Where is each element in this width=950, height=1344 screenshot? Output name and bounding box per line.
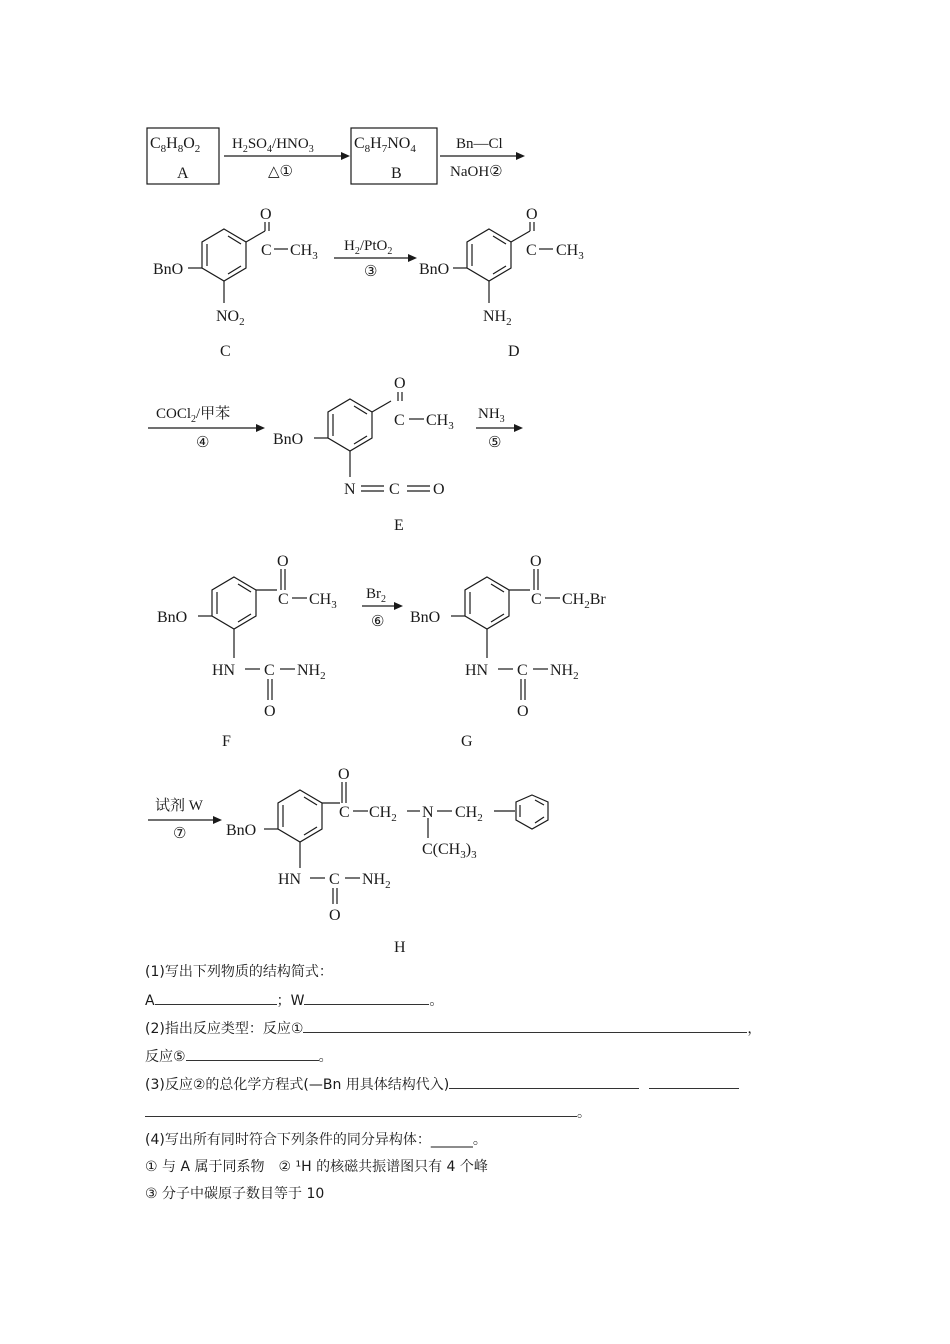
condition-3: ③ 分子中碳原子数目等于 10 bbox=[145, 1186, 325, 1202]
q1-w-label: ；W bbox=[276, 993, 305, 1009]
group-bno: BnO bbox=[273, 431, 304, 448]
answer-blank-a[interactable] bbox=[155, 990, 277, 1005]
answer-blank-reaction-1[interactable] bbox=[303, 1018, 747, 1033]
atom-o: O bbox=[260, 206, 272, 223]
group-bno: BnO bbox=[157, 609, 188, 626]
step5-reagent: $NH_3$ bbox=[478, 406, 505, 425]
step4-condition: ④ bbox=[196, 435, 210, 451]
atom-o: O bbox=[329, 907, 341, 924]
atom-c: C bbox=[339, 804, 350, 821]
group-ch3: $CH_3$ bbox=[426, 412, 454, 432]
step1-reagent: $H_2SO_4/HNO_3$ bbox=[232, 136, 314, 155]
question-3 bbox=[145, 1074, 739, 1095]
label-b: B bbox=[391, 165, 402, 182]
step2-condition: NaOH② bbox=[450, 164, 503, 180]
answer-blank-equation-3[interactable] bbox=[145, 1102, 577, 1117]
question-2 bbox=[145, 1018, 761, 1039]
q2-text: (2)指出反应类型：反应① bbox=[145, 1021, 304, 1037]
label-e: E bbox=[394, 517, 404, 534]
group-bno: BnO bbox=[410, 609, 441, 626]
atom-c: C bbox=[517, 662, 528, 679]
step6-condition: ⑥ bbox=[371, 614, 385, 630]
group-ch2br: $CH_2Br$ bbox=[562, 591, 606, 611]
atom-o: O bbox=[338, 766, 350, 783]
group-ch2: $CH_2$ bbox=[369, 804, 397, 824]
answer-blank-equation-2[interactable] bbox=[649, 1074, 739, 1089]
atom-o: O bbox=[277, 553, 289, 570]
atom-n: N bbox=[422, 804, 434, 821]
atom-o: O bbox=[433, 481, 445, 498]
group-nh2: $NH_2$ bbox=[550, 662, 579, 682]
group-ch2: $CH_2$ bbox=[455, 804, 483, 824]
atom-c: C bbox=[261, 242, 272, 259]
condition-1-2: ① 与 A 属于同系物 ② ¹H 的核磁共振谱图只有 4 个峰 bbox=[145, 1159, 488, 1175]
question-4: (4)写出所有同时符合下列条件的同分异构体：______。 bbox=[145, 1132, 487, 1148]
atom-o: O bbox=[394, 375, 406, 392]
step4-reagent: COCl$_2$/甲苯 bbox=[156, 406, 231, 425]
atom-c: C bbox=[278, 591, 289, 608]
label-d: D bbox=[508, 343, 520, 360]
answer-blank-equation-1[interactable] bbox=[449, 1074, 639, 1089]
group-ch3: $CH_3$ bbox=[309, 591, 337, 611]
label-f: F bbox=[222, 733, 231, 750]
atom-o: O bbox=[264, 703, 276, 720]
atom-c: C bbox=[329, 871, 340, 888]
q3-end: 。 bbox=[577, 1105, 591, 1121]
group-bno: BnO bbox=[419, 261, 450, 278]
step3-condition: ③ bbox=[364, 264, 378, 280]
group-ch3: $CH_3$ bbox=[290, 242, 318, 262]
group-hn: HN bbox=[212, 662, 236, 679]
group-hn: HN bbox=[278, 871, 302, 888]
q2b-end: 。 bbox=[318, 1049, 333, 1065]
molecule-d bbox=[453, 222, 553, 303]
q1-a-label: A bbox=[145, 993, 155, 1009]
group-hn: HN bbox=[465, 662, 489, 679]
molecule-c bbox=[188, 222, 288, 303]
q2-end: ， bbox=[747, 1021, 762, 1037]
label-c: C bbox=[220, 343, 231, 360]
molecule-e bbox=[314, 392, 430, 491]
molecule-g bbox=[451, 569, 560, 700]
q2b-text: 反应⑤ bbox=[145, 1049, 186, 1065]
answer-blank-w[interactable] bbox=[304, 990, 429, 1005]
label-g: G bbox=[461, 733, 473, 750]
atom-n: N bbox=[344, 481, 356, 498]
atom-o: O bbox=[530, 553, 542, 570]
label-h: H bbox=[394, 939, 406, 956]
group-nh2: $NH_2$ bbox=[483, 308, 512, 328]
atom-c: C bbox=[526, 242, 537, 259]
group-nh2: $NH_2$ bbox=[297, 662, 326, 682]
atom-c: C bbox=[264, 662, 275, 679]
molecule-h bbox=[264, 782, 548, 904]
molecule-f bbox=[198, 569, 307, 700]
question-1: (1)写出下列物质的结构简式： bbox=[145, 964, 333, 980]
atom-o: O bbox=[517, 703, 529, 720]
question-1-answer-line bbox=[145, 990, 443, 1011]
atom-o: O bbox=[526, 206, 538, 223]
formula-b: $C_8H_7NO_4$ bbox=[354, 135, 416, 155]
atom-c: C bbox=[531, 591, 542, 608]
group-no2: $NO_2$ bbox=[216, 308, 245, 328]
q1-end: 。 bbox=[429, 993, 444, 1009]
group-nh2: $NH_2$ bbox=[362, 871, 391, 891]
step3-reagent: $H_2/PtO_2$ bbox=[344, 238, 393, 257]
step1-condition: △① bbox=[268, 164, 293, 180]
step6-reagent: $Br_2$ bbox=[366, 586, 386, 605]
group-bno: BnO bbox=[226, 822, 257, 839]
q3-text: (3)反应②的总化学方程式(—Bn 用具体结构代入) bbox=[145, 1077, 450, 1093]
answer-blank-reaction-5[interactable] bbox=[186, 1046, 319, 1061]
atom-c: C bbox=[394, 412, 405, 429]
question-2b bbox=[145, 1046, 333, 1067]
label-a: A bbox=[177, 165, 189, 182]
step5-condition: ⑤ bbox=[488, 435, 502, 451]
group-ch3: $CH_3$ bbox=[556, 242, 584, 262]
atom-c: C bbox=[389, 481, 400, 498]
question-3-continued bbox=[145, 1102, 591, 1123]
group-tbu: $C(CH_3)_3$ bbox=[422, 841, 477, 861]
formula-a: $C_8H_8O_2$ bbox=[150, 135, 201, 155]
step2-reagent: Bn—Cl bbox=[456, 136, 503, 152]
step7-condition: ⑦ bbox=[173, 826, 187, 842]
step7-reagent: 试剂 W bbox=[155, 798, 203, 814]
group-bno: BnO bbox=[153, 261, 184, 278]
